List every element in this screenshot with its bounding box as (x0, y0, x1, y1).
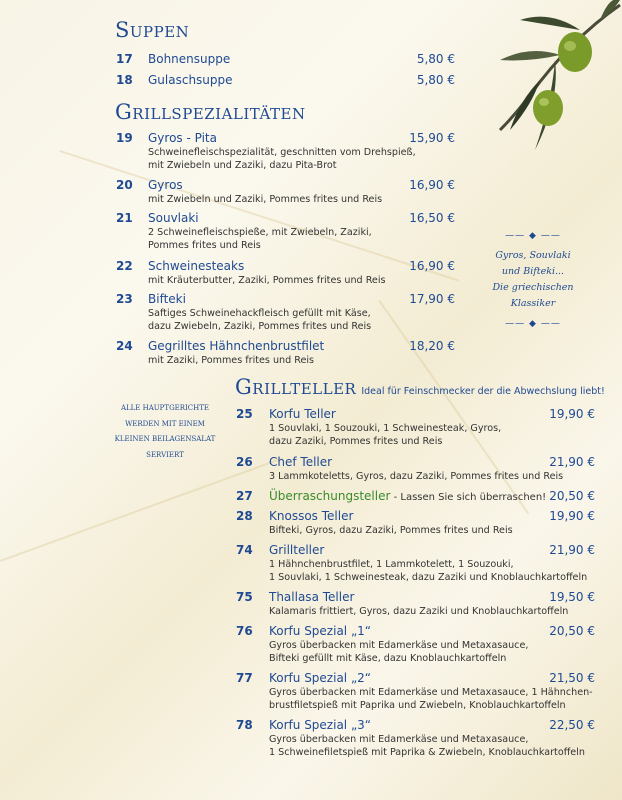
menu-item (116, 259, 455, 286)
item-name (269, 509, 353, 523)
classics-line: Die griechischen (492, 282, 574, 293)
menu-item (236, 509, 595, 536)
ornament-divider: —— ◆ —— (505, 319, 561, 329)
item-description: mit Kräuterbutter, Zaziki, Pommes frites und Reis (148, 275, 386, 286)
item-name-text: Thallasa Teller (269, 590, 355, 604)
classics-line: Klassiker (510, 298, 556, 309)
item-name-text: Souvlaki (148, 211, 199, 225)
item-number: 22 (116, 259, 133, 273)
item-price: 19,90 € (549, 407, 595, 421)
menu-item (116, 211, 455, 251)
menu-item (236, 671, 595, 711)
item-number: 78 (236, 718, 253, 732)
olive-branch-icon (460, 0, 622, 150)
item-price: 22,50 € (549, 718, 595, 732)
item-number: 19 (116, 131, 133, 145)
item-price: 19,50 € (549, 590, 595, 604)
item-price: 16,90 € (409, 178, 455, 192)
item-price: 5,80 € (416, 73, 455, 87)
item-price: 21,90 € (549, 543, 595, 557)
item-price: 16,90 € (409, 259, 455, 273)
item-name-text: Gyros - Pita (148, 131, 217, 145)
item-description: 1 Souvlaki, 1 Souzouki, 1 Schweinesteak, Gyros, dazu Zaziki, Pommes frites und Reis (269, 423, 502, 447)
item-number: 74 (236, 543, 253, 557)
classics-line: und Bifteki... (501, 266, 565, 277)
item-name (269, 590, 354, 604)
item-number: 25 (236, 407, 253, 421)
item-name-text: Überraschungsteller (269, 489, 391, 503)
note-line: WERDEN MIT EINEM (125, 419, 205, 428)
item-number: 17 (116, 52, 133, 66)
ornament-divider: —— ◆ —— (505, 231, 561, 241)
section-title-suppen: Suppen (115, 18, 190, 42)
item-number: 21 (116, 211, 133, 225)
item-price: 19,90 € (549, 509, 595, 523)
item-description: 3 Lammkoteletts, Gyros, dazu Zaziki, Pommes frites und Reis (269, 471, 564, 482)
item-price: 20,50 € (549, 624, 595, 638)
item-name (148, 131, 217, 145)
item-name (269, 455, 332, 469)
item-name (148, 73, 233, 87)
item-description: mit Zwiebeln und Zaziki, Pommes frites und Reis (148, 194, 383, 205)
item-number: 76 (236, 624, 253, 638)
item-price: 5,80 € (416, 52, 455, 66)
item-name-text: Korfu Spezial „2“ (269, 671, 372, 685)
item-description: 1 Hähnchenbrustfilet, 1 Lammkotelett, 1 Souzouki, 1 Souvlaki, 1 Schweinesteak, dazu Zaziki und Knoblauchkartoffeln (269, 559, 588, 583)
item-description: 2 Schweinefleischspieße, mit Zwiebeln, Zaziki, Pommes frites und Reis (148, 227, 372, 251)
note-line: KLEINEN BEILAGENSALAT (114, 435, 216, 443)
item-name-text: Bohnensuppe (148, 52, 231, 66)
menu-item (236, 407, 595, 447)
classics-line: Gyros, Souvlaki (495, 250, 571, 261)
item-name-text: Gegrilltes Hähnchenbrustfilet (148, 339, 325, 353)
item-name (269, 624, 371, 638)
item-number: 77 (236, 671, 253, 685)
item-number: 20 (116, 178, 133, 192)
grillteller-tagline: Ideal für Feinschmecker der die Abwechslung liebt! (361, 386, 605, 397)
item-description: Schweinefleischspezialität, geschnitten vom Drehspieß, mit Zwiebeln und Zaziki, dazu Pita-Brot (148, 147, 416, 171)
menu-item (236, 543, 595, 583)
item-name (269, 489, 546, 503)
item-suffix: - Lassen Sie sich überraschen! (390, 492, 547, 503)
item-description: Kalamaris frittiert, Gyros, dazu Zaziki und Knoblauchkartoffeln (269, 606, 569, 617)
item-name-text: Bifteki (148, 292, 186, 306)
item-price: 20,50 € (549, 489, 595, 503)
item-name-text: Korfu Spezial „3“ (269, 718, 372, 732)
item-number: 23 (116, 292, 133, 306)
item-name-text: Chef Teller (269, 455, 333, 469)
menu-item (236, 590, 595, 617)
section-title-grillteller (235, 375, 605, 399)
menu-item (236, 455, 595, 482)
note-line: SERVIERT (146, 450, 184, 459)
item-name-text: Grillteller (269, 543, 325, 557)
menu-item (236, 624, 595, 664)
item-name-text: Korfu Spezial „1“ (269, 624, 372, 638)
section-title-grillspezialitaeten: Grillspezialitäten (115, 100, 306, 124)
item-number: 27 (236, 489, 253, 503)
item-name (148, 259, 244, 273)
note-line: ALLE HAUPTGERICHTE (120, 404, 210, 412)
item-name (269, 407, 336, 421)
item-name (269, 671, 371, 685)
item-name (148, 292, 186, 306)
item-number: 18 (116, 73, 133, 87)
menu-item (116, 339, 455, 366)
item-number: 28 (236, 509, 253, 523)
item-description: Saftiges Schweinehackfleisch gefüllt mit Käse, dazu Zwiebeln, Zaziki, Pommes frites und Reis (148, 308, 372, 332)
item-description: Bifteki, Gyros, dazu Zaziki, Pommes frites und Reis (269, 525, 513, 536)
item-name-text: Schweinesteaks (148, 259, 245, 273)
item-description: Gyros überbacken mit Edamerkäse und Metaxasauce, 1 Schweinefiletspieß mit Paprika & Zwiebeln, Knoblauchkartoffeln (269, 734, 585, 758)
item-name (148, 52, 230, 66)
item-description: Gyros überbacken mit Edamerkäse und Metaxasauce, 1 Hähnchen- brustfiletspieß mit Paprika und Zwiebeln, Knoblauchkartoffeln (269, 687, 593, 711)
menu-item (236, 718, 595, 758)
item-number: 24 (116, 339, 133, 353)
item-name (148, 339, 324, 353)
side-dish-note (110, 401, 220, 463)
item-price: 16,50 € (409, 211, 455, 225)
item-price: 18,20 € (409, 339, 455, 353)
item-name (269, 718, 371, 732)
item-number: 26 (236, 455, 253, 469)
menu-item (236, 489, 595, 503)
item-price: 21,90 € (549, 455, 595, 469)
menu-item (116, 52, 455, 66)
menu-item (116, 73, 455, 87)
item-name-text: Knossos Teller (269, 509, 354, 523)
item-number: 75 (236, 590, 253, 604)
item-description: mit Zaziki, Pommes frites und Reis (148, 355, 315, 366)
menu-item (116, 131, 455, 171)
item-description: Gyros überbacken mit Edamerkäse und Metaxasauce, Bifteki gefüllt mit Käse, dazu Knoblauchkartoffeln (269, 640, 529, 664)
item-price: 15,90 € (409, 131, 455, 145)
menu-item (116, 178, 455, 205)
item-name (148, 211, 199, 225)
item-price: 21,50 € (549, 671, 595, 685)
item-price: 17,90 € (409, 292, 455, 306)
item-name-text: Korfu Teller (269, 407, 336, 421)
item-name-text: Gyros (148, 178, 183, 192)
item-name (269, 543, 324, 557)
classics-note (488, 228, 578, 332)
grillteller-title: Grillteller (235, 375, 357, 399)
menu-item (116, 292, 455, 332)
item-name (148, 178, 183, 192)
item-name-text: Gulaschsuppe (148, 73, 233, 87)
